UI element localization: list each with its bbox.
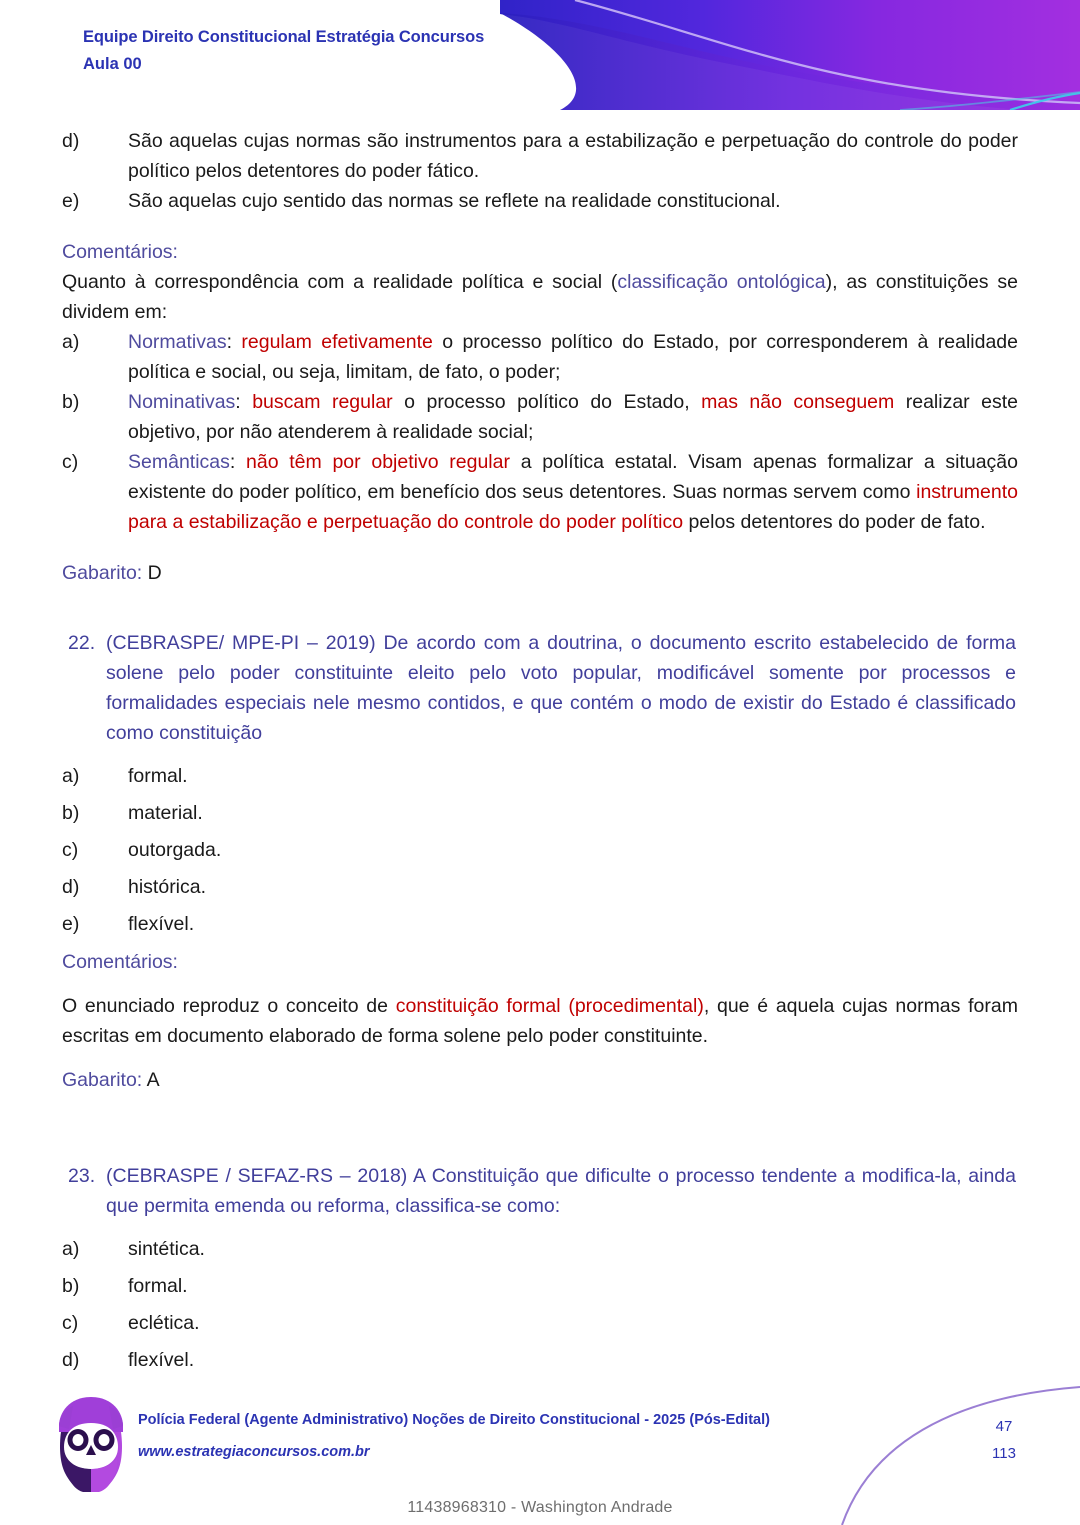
option-text: sintética.	[128, 1238, 205, 1260]
question-22-options	[62, 758, 1018, 943]
classification-nominativas	[62, 387, 1018, 447]
option-text: material.	[128, 802, 203, 824]
gabarito-label-2: Gabarito:	[62, 1069, 143, 1091]
comentario-22-red-emphasis: constituição formal (procedimental)	[395, 995, 704, 1017]
alternative-e	[62, 186, 1018, 216]
alternative-e-letter: e)	[62, 190, 80, 212]
option-text: histórica.	[128, 876, 207, 898]
question-22	[62, 628, 1018, 748]
document-watermark: 11438968310 - Washington Andrade	[407, 1499, 673, 1516]
option-text: flexível.	[128, 1349, 195, 1371]
alternative-d-text: São aquelas cujas normas são instrumentos para a estabilização e perpetuação do controle do poder político pelos detentores do poder fático.	[128, 130, 1018, 182]
classification-b-colon: :	[235, 391, 253, 413]
classification-b-term: Nominativas	[128, 391, 236, 413]
option-letter: c)	[62, 839, 79, 861]
alternative-d-letter: d)	[62, 130, 80, 152]
option-letter: c)	[62, 1312, 79, 1334]
option-letter: e)	[62, 913, 80, 935]
option-row[interactable]	[62, 1305, 1018, 1342]
classification-b-rest: realizar este objetivo, por não atenderem à realidade social;	[128, 391, 1018, 443]
option-letter: b)	[62, 802, 80, 824]
page-number-block	[976, 1413, 1032, 1467]
intro-part-1: Quanto à correspondência com a realidade política e social (	[62, 271, 618, 293]
intro-part-2: ), as constituições se dividem em:	[62, 271, 1018, 323]
document-body	[62, 126, 1018, 1379]
classification-b-red-emphasis-1: buscam regular	[252, 391, 393, 413]
classification-b-red-emphasis-2: mas não conseguem	[701, 391, 895, 413]
classification-c-middle: a política estatal. Visam apenas formalizar a situação existente do poder político, em benefício dos seus detentores. Suas normas servem como	[128, 451, 1018, 503]
option-text: formal.	[128, 765, 188, 787]
comentario-22-part-1: O enunciado reproduz o conceito de	[62, 995, 396, 1017]
gabarito-label-1: Gabarito:	[62, 562, 143, 584]
option-text: flexível.	[128, 913, 195, 935]
question-23-statement: (CEBRASPE / SEFAZ-RS – 2018) A Constituição que dificulte o processo tendente a modifica-la, ainda que permita emenda ou reforma, classifica-se como:	[106, 1165, 1016, 1217]
classification-a-rest: o processo político do Estado, por corresponderem à realidade política e social, ou seja, limitam, de fato, o poder;	[128, 331, 1018, 383]
footer-text-block	[138, 1410, 770, 1462]
classification-c-red-emphasis-2: instrumento para a estabilização e perpetuação do controle do poder político	[128, 481, 1018, 533]
classification-a-red-emphasis: regulam efetivamente	[241, 331, 433, 353]
option-row[interactable]	[62, 869, 1018, 906]
header-title-block	[83, 26, 484, 75]
option-row[interactable]	[62, 1268, 1018, 1305]
current-page-number: 47	[995, 1418, 1013, 1435]
classification-a-term: Normativas	[128, 331, 227, 353]
option-row[interactable]	[62, 832, 1018, 869]
classification-c-text	[128, 447, 1018, 537]
question-23	[62, 1161, 1018, 1221]
classification-c-term: Semânticas	[128, 451, 230, 473]
option-letter: d)	[62, 1349, 80, 1371]
question-23-options	[62, 1231, 1018, 1379]
classification-b-text	[128, 387, 1018, 447]
option-row[interactable]	[62, 1342, 1018, 1379]
ontological-classification-intro	[62, 267, 1018, 327]
footer-course-title: Polícia Federal (Agente Administrativo) Noções de Direito Constitucional - 2025 (Pós-Edital)	[138, 1412, 770, 1428]
footer-website-url[interactable]: www.estrategiaconcursos.com.br	[138, 1444, 370, 1460]
classification-a-text	[128, 327, 1018, 387]
option-row[interactable]	[62, 795, 1018, 832]
option-row[interactable]	[62, 1231, 1018, 1268]
option-letter: a)	[62, 1238, 80, 1260]
intro-highlight-term: classificação ontológica	[617, 271, 826, 293]
page-header	[0, 0, 1080, 110]
gabarito-answer-2	[62, 1065, 1018, 1095]
question-22-statement: (CEBRASPE/ MPE-PI – 2019) De acordo com a doutrina, o documento escrito estabelecido de forma solene pelo poder constituinte eleito pelo voto popular, modificável somente por processos e formalidades especiais nele mesmo contidos, e que contém o modo de existir do Estado é classificado como constituição	[106, 632, 1016, 744]
option-text: formal.	[128, 1275, 188, 1297]
classification-c-rest: pelos detentores do poder de fato.	[683, 511, 986, 533]
question-23-number: 23.	[68, 1165, 96, 1187]
alternative-e-text: São aquelas cujo sentido das normas se reflete na realidade constitucional.	[128, 190, 781, 212]
classification-c-letter: c)	[62, 451, 79, 473]
gabarito-answer-1	[62, 558, 1018, 588]
header-lesson-label: Aula 00	[83, 55, 142, 73]
classification-c-colon: :	[229, 451, 247, 473]
option-letter: a)	[62, 765, 80, 787]
owl-logo-icon	[55, 1395, 127, 1493]
header-team-name: Equipe Direito Constitucional Estratégia Concursos	[83, 28, 485, 46]
classification-a-colon: :	[226, 331, 242, 353]
classification-semanticas	[62, 447, 1018, 537]
option-row[interactable]	[62, 906, 1018, 943]
classification-b-letter: b)	[62, 391, 80, 413]
option-text: outorgada.	[128, 839, 222, 861]
classification-c-red-emphasis-1: não têm por objetivo regular	[246, 451, 510, 473]
gabarito-value-2-text: A	[146, 1069, 160, 1091]
comentario-22-part-2: , que é aquela cujas normas foram escritas em documento elaborado de forma solene pelo poder constituinte.	[62, 995, 1018, 1047]
classification-b-middle: o processo político do Estado,	[392, 391, 702, 413]
classification-normativas	[62, 327, 1018, 387]
total-page-count: 113	[992, 1445, 1016, 1462]
option-letter: b)	[62, 1275, 80, 1297]
comentarios-label-2: Comentários:	[62, 951, 178, 973]
option-row[interactable]	[62, 758, 1018, 795]
classification-a-letter: a)	[62, 331, 80, 353]
gabarito-value-1-text: D	[147, 562, 162, 584]
comentario-question-22	[62, 991, 1018, 1051]
comentarios-label-1: Comentários:	[62, 241, 178, 263]
alternative-d	[62, 126, 1018, 186]
page-footer	[0, 1375, 1080, 1525]
option-letter: d)	[62, 876, 80, 898]
question-22-number: 22.	[68, 632, 96, 654]
option-text: eclética.	[128, 1312, 200, 1334]
